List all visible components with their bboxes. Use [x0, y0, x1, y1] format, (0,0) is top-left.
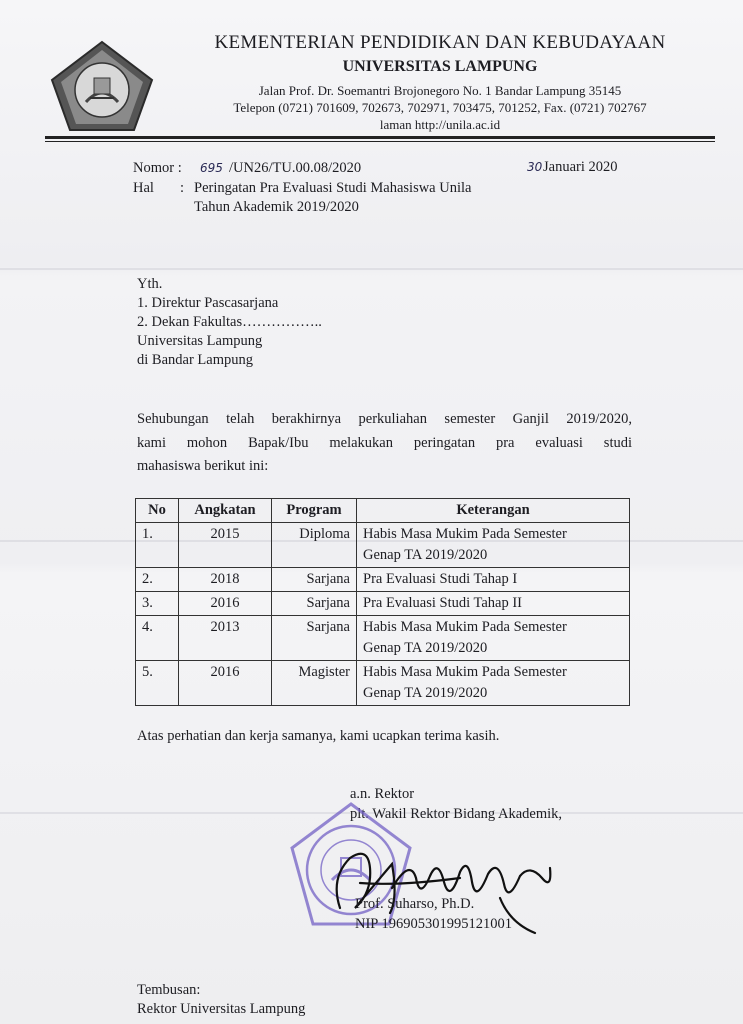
- keterangan-line2: Genap TA 2019/2020: [363, 685, 488, 701]
- university-logo-icon: [50, 40, 154, 132]
- paper-fold: [0, 268, 743, 270]
- nomor-handwritten: 695: [200, 161, 223, 175]
- cell-program: Magister: [272, 661, 357, 706]
- nomor-label: Nomor :: [133, 160, 182, 176]
- cell-program: Sarjana: [272, 568, 357, 592]
- keterangan-line1: Habis Masa Mukim Pada Semester: [363, 664, 567, 680]
- cell-keterangan: [357, 616, 630, 661]
- recipient-line3: Universitas Lampung: [137, 333, 263, 349]
- header-angkatan: Angkatan: [179, 499, 272, 523]
- ministry-name: KEMENTERIAN PENDIDIKAN DAN KEBUDAYAAN: [214, 32, 666, 53]
- header-program: Program: [272, 499, 357, 523]
- hal-label: Hal: [133, 180, 154, 196]
- cell-keterangan: [357, 523, 630, 568]
- recipient-yth: Yth.: [137, 276, 163, 292]
- student-table: [135, 498, 630, 706]
- cell-no: 5.: [136, 661, 179, 706]
- signatory-name: Prof. Suharso, Ph.D.: [355, 896, 475, 912]
- hal-colon: :: [180, 180, 185, 196]
- keterangan-line1: Pra Evaluasi Studi Tahap II: [363, 595, 522, 611]
- cell-keterangan: [357, 568, 630, 592]
- recipient-line2: 2. Dekan Fakultas……………..: [137, 314, 322, 330]
- table-row: [136, 661, 630, 706]
- phone-line: Telepon (0721) 701609, 702673, 702971, 703475, 701252, Fax. (0721) 702767: [233, 100, 647, 115]
- cell-angkatan: 2016: [179, 592, 272, 616]
- letterhead-rule: [45, 136, 715, 139]
- intro-line2: kami mohon Bapak/Ibu melakukan peringatan pra evaluasi studi: [137, 435, 632, 451]
- cc-item: Rektor Universitas Lampung: [137, 1001, 306, 1017]
- keterangan-line2: Genap TA 2019/2020: [363, 640, 488, 656]
- date-handwritten: 30: [527, 160, 543, 174]
- cell-keterangan: [357, 592, 630, 616]
- cell-keterangan: [357, 661, 630, 706]
- letterhead-rule-thin: [45, 141, 715, 142]
- cell-angkatan: 2016: [179, 661, 272, 706]
- header-no: No: [136, 499, 179, 523]
- subject-line1: Peringatan Pra Evaluasi Studi Mahasiswa Unila: [194, 180, 472, 196]
- cell-angkatan: 2015: [179, 523, 272, 568]
- cell-no: 3.: [136, 592, 179, 616]
- keterangan-line2: Genap TA 2019/2020: [363, 547, 488, 563]
- recipient-line1: 1. Direktur Pascasarjana: [137, 295, 279, 311]
- table-row: [136, 523, 630, 568]
- cell-no: 1.: [136, 523, 179, 568]
- signature-an: a.n. Rektor: [350, 786, 415, 802]
- signature-title: plt. Wakil Rektor Bidang Akademik,: [350, 806, 563, 822]
- table-row: [136, 568, 630, 592]
- cell-angkatan: 2013: [179, 616, 272, 661]
- date-value: Januari 2020: [543, 159, 618, 175]
- university-name: UNIVERSITAS LAMPUNG: [342, 58, 538, 75]
- keterangan-line1: Habis Masa Mukim Pada Semester: [363, 526, 567, 542]
- cc-label: Tembusan:: [137, 982, 201, 998]
- keterangan-line1: Pra Evaluasi Studi Tahap I: [363, 571, 518, 587]
- table-row: [136, 592, 630, 616]
- cell-program: Sarjana: [272, 592, 357, 616]
- table-header-row: [136, 499, 630, 523]
- intro-line3: mahasiswa berikut ini:: [137, 458, 269, 474]
- keterangan-line1: Habis Masa Mukim Pada Semester: [363, 619, 567, 635]
- address-line: Jalan Prof. Dr. Soemantri Brojonegoro No. 1 Bandar Lampung 35145: [258, 83, 622, 98]
- subject-line2: Tahun Akademik 2019/2020: [194, 199, 359, 215]
- header-keterangan: Keterangan: [357, 499, 630, 523]
- table-row: [136, 616, 630, 661]
- closing-text: Atas perhatian dan kerja samanya, kami ucapkan terima kasih.: [137, 728, 500, 744]
- cell-no: 4.: [136, 616, 179, 661]
- recipient-line4: di Bandar Lampung: [137, 352, 253, 368]
- cell-angkatan: 2018: [179, 568, 272, 592]
- nomor-value: /UN26/TU.00.08/2020: [229, 160, 362, 176]
- cell-no: 2.: [136, 568, 179, 592]
- signatory-nip: NIP 196905301995121001: [355, 916, 512, 932]
- cell-program: Diploma: [272, 523, 357, 568]
- website-line: laman http://unila.ac.id: [379, 117, 501, 132]
- cell-program: Sarjana: [272, 616, 357, 661]
- intro-line1: Sehubungan telah berakhirnya perkuliahan semester Ganjil 2019/2020,: [137, 411, 632, 427]
